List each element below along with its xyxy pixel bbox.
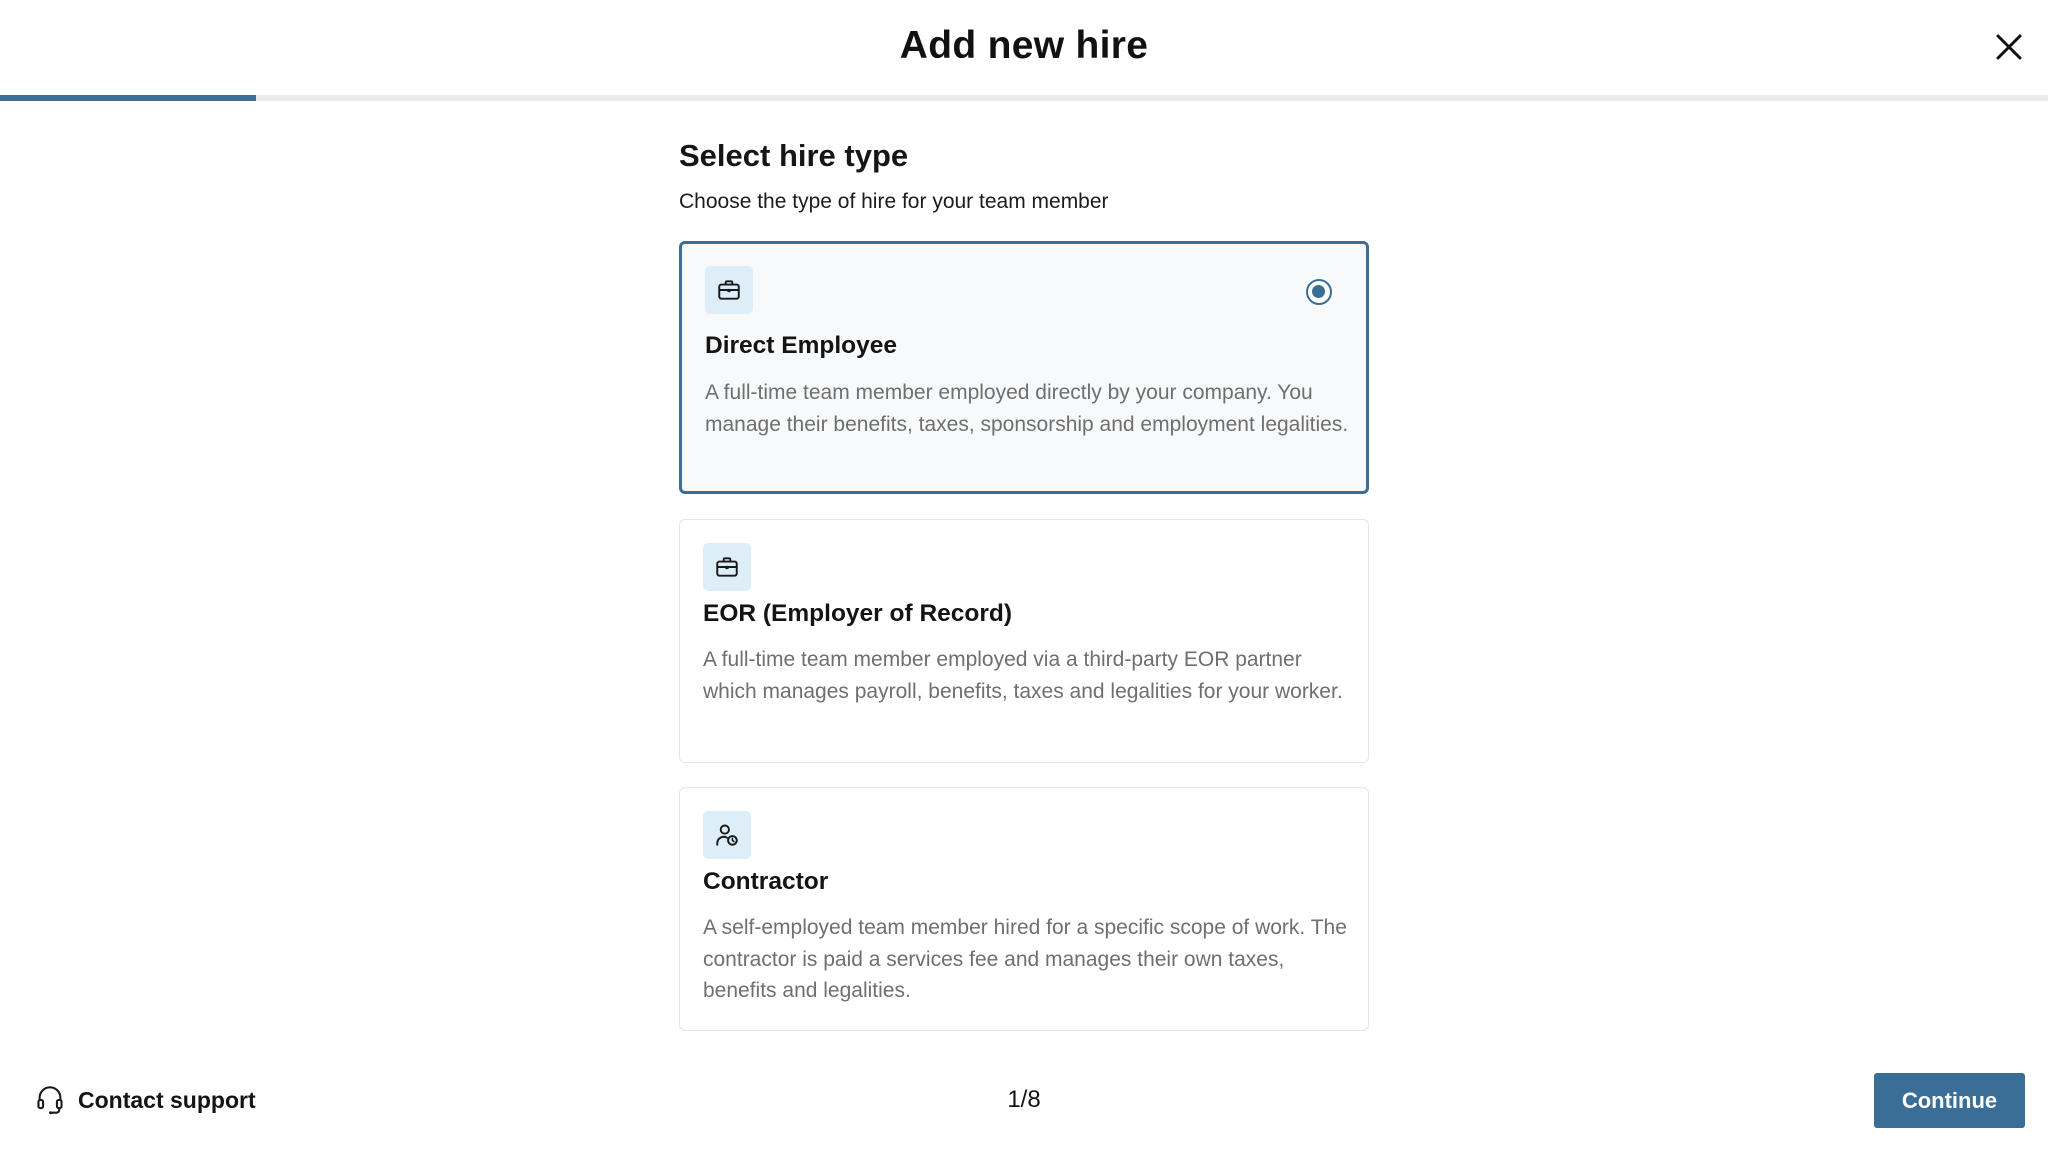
briefcase-icon — [716, 277, 742, 303]
briefcase-icon — [714, 554, 740, 580]
contractor-icon — [714, 822, 740, 848]
option-title: Contractor — [703, 868, 829, 895]
hire-type-section — [679, 136, 1369, 1002]
hire-option-eor[interactable] — [679, 519, 1369, 763]
option-icon-box — [705, 266, 753, 314]
contact-support-label: Contact support — [78, 1086, 256, 1113]
hire-option-direct-employee[interactable] — [679, 241, 1369, 494]
option-icon-box — [703, 543, 751, 591]
option-description: A full-time team member employed directly by your company. You manage their benefits, taxes, sponsorship and employment legalities. — [705, 381, 1349, 436]
option-description: A full-time team member employed via a third-party EOR partner which manages payroll, benefits, taxes and legalities for your worker. — [703, 648, 1343, 703]
progress-bar — [0, 95, 2048, 101]
option-radio-selected[interactable] — [1306, 279, 1332, 305]
option-title: EOR (Employer of Record) — [703, 600, 1013, 627]
continue-button[interactable]: Continue — [1874, 1073, 2025, 1128]
radio-dot — [1312, 285, 1325, 298]
option-description: A self-employed team member hired for a specific scope of work. The contractor is paid a services fee and manages their own taxes, benefits and legalities. — [703, 916, 1347, 1002]
progress-bar-fill — [0, 95, 256, 101]
close-icon — [1992, 30, 2026, 64]
hire-option-contractor[interactable] — [679, 787, 1369, 1031]
option-title: Direct Employee — [705, 332, 897, 359]
section-title: Select hire type — [679, 138, 909, 173]
option-icon-box — [703, 811, 751, 859]
section-subtitle: Choose the type of hire for your team member — [679, 190, 1109, 213]
close-button[interactable] — [1992, 30, 2026, 64]
page-title: Add new hire — [899, 24, 1149, 67]
modal-header — [0, 0, 2048, 96]
step-indicator: 1/8 — [1007, 1086, 1041, 1113]
